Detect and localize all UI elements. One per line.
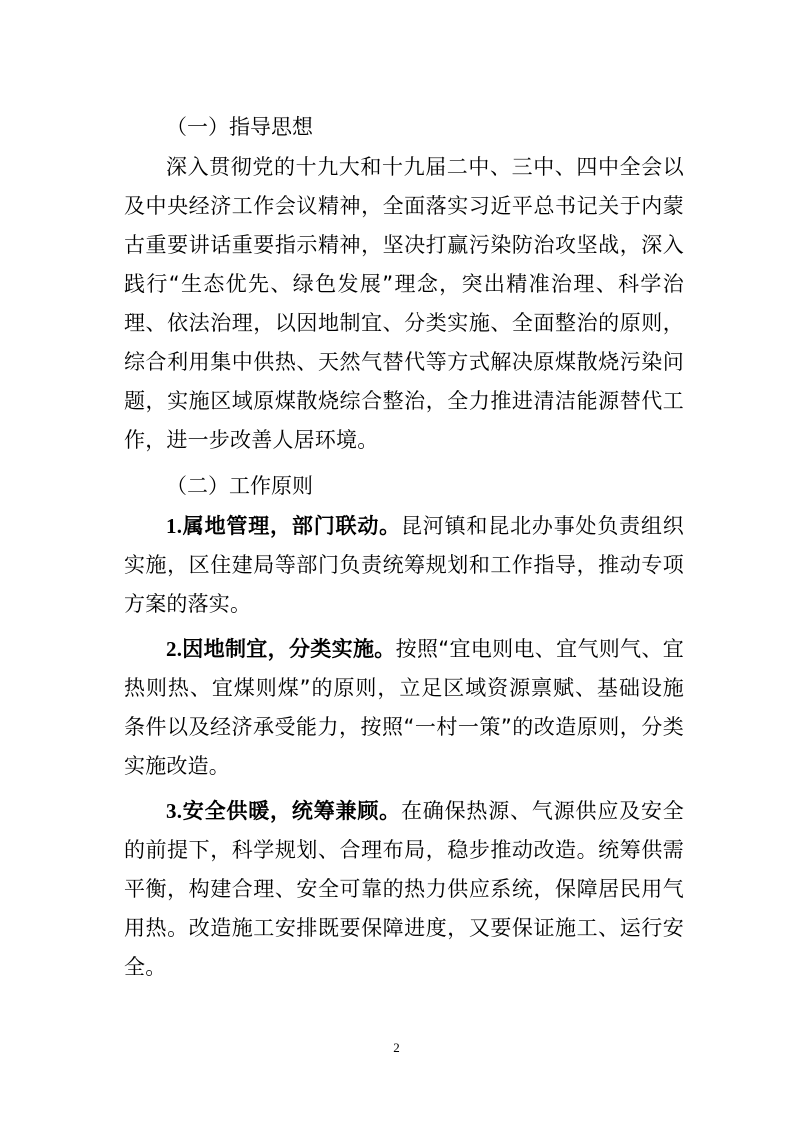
principle-title: 安全供暖，统筹兼顾。 <box>182 799 401 823</box>
section-heading-work-principles: （二）工作原则 <box>166 474 313 498</box>
principle-paragraph-3 <box>124 792 684 987</box>
principle-number: 1. <box>166 514 183 538</box>
principle-text: 按照“宜电则电、宜气则气、宜热则热、宜煤则煤”的原则，立足区域资源禀赋、基础设施条件以及经济承受能力，按照“一村一策”的改造原则，分类实施改造。 <box>124 637 684 778</box>
page-number: 2 <box>393 1040 400 1055</box>
section-heading-guiding-ideology: （一）指导思想 <box>166 115 313 139</box>
principle-text: 昆河镇和昆北办事处负责组织实施，区住建局等部门负责统筹规划和工作指导，推动专项方案的落实。 <box>124 514 684 616</box>
document-body <box>124 107 684 987</box>
principle-paragraph-1 <box>124 507 684 624</box>
principle-title: 因地制宜，分类实施。 <box>182 637 396 661</box>
principle-number: 2. <box>166 637 183 661</box>
section-body-guiding-ideology: 深入贯彻党的十九大和十九届二中、三中、四中全会以及中央经济工作会议精神，全面落实习近平总书记关于内蒙古重要讲话重要指示精神，坚决打赢污染防治攻坚战，深入践行“生态优先、绿色发展”理念，突出精准治理、科学治理、依法治理，以因地制宜、分类实施、全面整治的原则，综合利用集中供热、天然气替代等方式解决原煤散烧污染问题，实施区域原煤散烧综合整治，全力推进清洁能源替代工作，进一步改善人居环境。 <box>124 155 684 452</box>
principle-text: 在确保热源、气源供应及安全的前提下，科学规划、合理布局，稳步推动改造。统筹供需平衡，构建合理、安全可靠的热力供应系统，保障居民用气用热。改造施工安排既要保障进度，又要保证施工、运行安全。 <box>124 799 684 979</box>
principle-paragraph-2 <box>124 630 684 786</box>
principle-title: 属地管理，部门联动。 <box>182 514 401 538</box>
principle-number: 3. <box>166 799 183 823</box>
